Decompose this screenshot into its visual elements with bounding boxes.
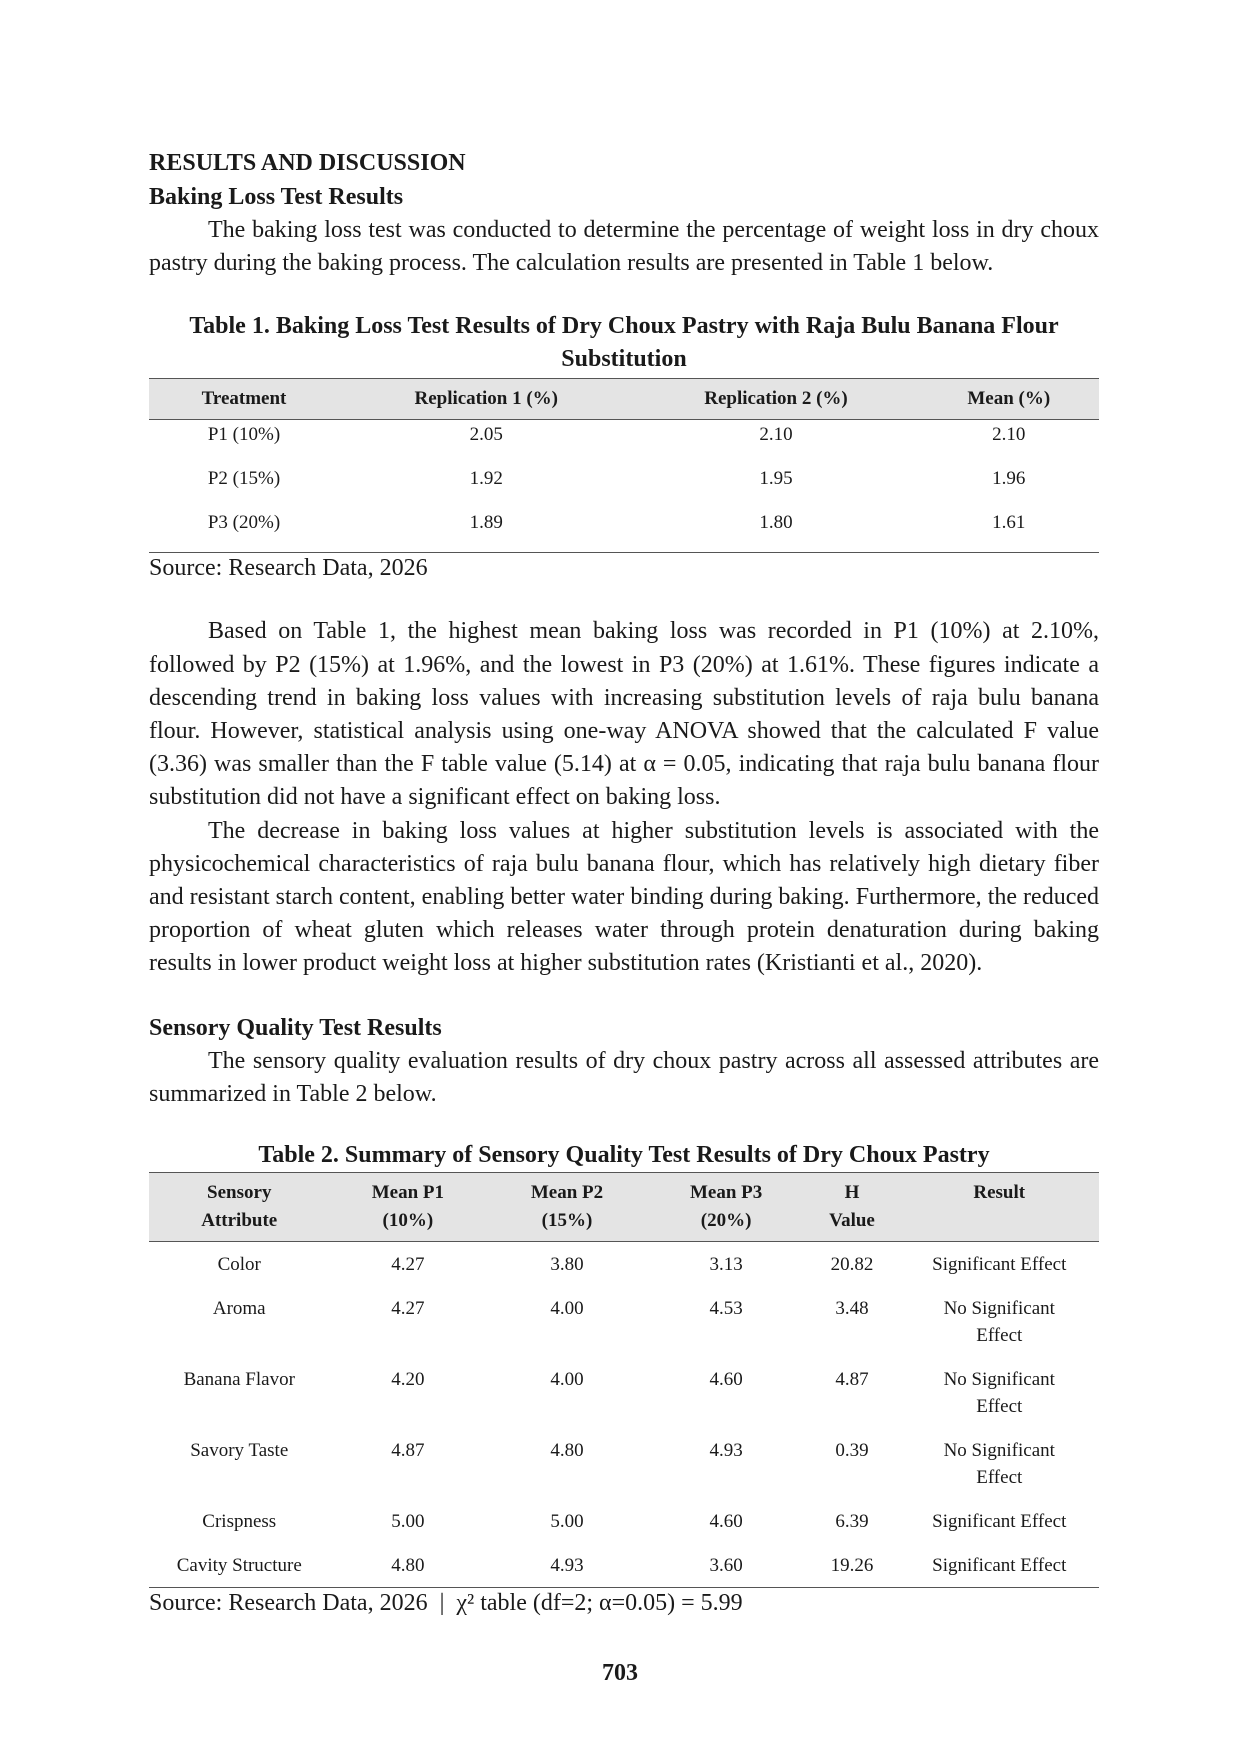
table-cell: 4.27 xyxy=(391,1298,425,1320)
baking-loss-heading: Baking Loss Test Results xyxy=(149,184,404,210)
table-cell: 1.89 xyxy=(339,508,634,553)
table-cell: 2.05 xyxy=(469,424,503,446)
table-cell: P1 (10%) xyxy=(207,424,281,446)
table-cell: Banana Flavor xyxy=(183,1369,295,1391)
table-row xyxy=(149,1242,1099,1287)
result-cell: Significant Effect xyxy=(932,1254,1067,1276)
table-cell: 3.48 xyxy=(835,1298,869,1320)
table-cell: 20.82 xyxy=(830,1254,874,1276)
table-cell: 4.00 xyxy=(550,1298,584,1320)
table-row xyxy=(149,464,1099,508)
section-title: RESULTS AND DISCUSSION xyxy=(149,150,466,176)
table2-source: Source: Research Data, 2026 | χ² table (df=2; α=0.05) = 5.99 xyxy=(149,1590,743,1617)
table-cell: 3.80 xyxy=(550,1254,584,1276)
table2-header-mean-p1: Mean P1 (10%) xyxy=(330,1173,487,1242)
table1 xyxy=(149,378,1099,553)
table-cell: 1.80 xyxy=(634,508,919,553)
page-body xyxy=(149,146,1099,1618)
table-cell: Cavity Structure xyxy=(149,1543,330,1588)
table-cell: P3 (20%) xyxy=(149,508,339,553)
table-cell: 4.60 xyxy=(709,1511,743,1533)
baking-loss-paragraph-1: Based on Table 1, the highest mean baking loss was recorded in P1 (10%) at 2.10%, followed by P2 (15%) at 1.96%, and the lowest in P3 (20%) at 1.61%. These figures indicate a descending trend in baking loss values with increasing substitution levels of raja bulu banana flour. However, statistical analysis using one-way ANOVA showed that the calculated F value (3.36) was smaller than the F table value (5.14) at α = 0.05, indicating that raja bulu banana flour substitution did not have a significant effect on baking loss. xyxy=(149,618,1099,811)
table1-header-mean: Mean (%) xyxy=(919,379,1100,420)
table-cell: Crispness xyxy=(202,1511,277,1533)
table-cell: Aroma xyxy=(212,1298,266,1320)
result-cell: Significant Effect xyxy=(932,1511,1067,1533)
table1-caption: Table 1. Baking Loss Test Results of Dry Choux Pastry with Raja Bulu Banana Flour Substitution xyxy=(189,313,1059,373)
table-cell: Color xyxy=(217,1254,261,1276)
table1-header-rep2: Replication 2 (%) xyxy=(634,379,919,420)
table-cell: 4.87 xyxy=(835,1369,869,1391)
table1-source: Source: Research Data, 2026 xyxy=(149,555,428,582)
table-cell: 3.60 xyxy=(648,1543,805,1588)
table-cell: 4.93 xyxy=(486,1543,648,1588)
table1-header-treatment: Treatment xyxy=(149,379,339,420)
sensory-intro: The sensory quality evaluation results of dry choux pastry across all assessed attributes are summarized in Table 2 below. xyxy=(149,1047,1099,1107)
table-cell: 4.53 xyxy=(709,1298,743,1320)
table-cell: 5.00 xyxy=(391,1511,425,1533)
table2-caption: Table 2. Summary of Sensory Quality Test Results of Dry Choux Pastry xyxy=(258,1142,990,1169)
table-cell: 4.93 xyxy=(709,1440,743,1462)
table-row xyxy=(149,1357,1099,1428)
table-cell: 1.61 xyxy=(919,508,1100,553)
table2-header-h-value: H Value xyxy=(805,1173,900,1242)
table-cell: 4.60 xyxy=(709,1369,743,1391)
baking-loss-paragraph-2: The decrease in baking loss values at higher substitution levels is associated with the physicochemical characteristics of raja bulu banana flour, which has relatively high dietary fiber and resistant starch content, enabling better water binding during baking. Furthermore, the reduced proportion of wheat gluten which releases water through protein denaturation during baking results in lower product weight loss at higher substitution rates (Kristianti et al., 2020). xyxy=(149,817,1099,977)
table-cell: 4.80 xyxy=(330,1543,487,1588)
table-row xyxy=(149,420,1099,465)
table-cell: 4.80 xyxy=(550,1440,584,1462)
baking-loss-intro: The baking loss test was conducted to determine the percentage of weight loss in dry choux pastry during the baking process. The calculation results are presented in Table 1 below. xyxy=(149,217,1099,277)
table-cell: 4.27 xyxy=(391,1254,425,1276)
result-cell: No Significant Effect xyxy=(943,1440,1055,1489)
sensory-heading: Sensory Quality Test Results xyxy=(149,1014,442,1041)
table-cell: 6.39 xyxy=(835,1511,869,1533)
table-cell: 1.95 xyxy=(759,468,793,490)
table2-header-result: Result xyxy=(900,1173,1100,1242)
table2-header-mean-p3: Mean P3 (20%) xyxy=(648,1173,805,1242)
table-row xyxy=(149,1499,1099,1543)
table1-header-rep1: Replication 1 (%) xyxy=(339,379,634,420)
table-cell: P2 (15%) xyxy=(207,468,281,490)
table-cell: 1.96 xyxy=(992,468,1026,490)
result-cell: Significant Effect xyxy=(900,1543,1100,1588)
table-cell: 4.00 xyxy=(550,1369,584,1391)
table-cell: 0.39 xyxy=(835,1440,869,1462)
table-cell: 3.13 xyxy=(709,1254,743,1276)
table2-header-attribute: Sensory Attribute xyxy=(149,1173,330,1242)
table-cell: 2.10 xyxy=(992,424,1026,446)
table2-header-mean-p2: Mean P2 (15%) xyxy=(486,1173,648,1242)
table-cell: 4.20 xyxy=(391,1369,425,1391)
table-cell: Savory Taste xyxy=(190,1440,289,1462)
table2 xyxy=(149,1172,1099,1588)
table-cell: 5.00 xyxy=(550,1511,584,1533)
table-row xyxy=(149,1286,1099,1357)
table-row xyxy=(149,508,1099,553)
result-cell: No Significant Effect xyxy=(943,1369,1055,1418)
table-cell: 1.92 xyxy=(469,468,503,490)
table-cell: 4.87 xyxy=(391,1440,425,1462)
result-cell: No Significant Effect xyxy=(943,1298,1055,1347)
table-row xyxy=(149,1428,1099,1499)
table-cell: 2.10 xyxy=(759,424,793,446)
page-number: 703 xyxy=(602,1660,638,1686)
table-cell: 19.26 xyxy=(805,1543,900,1588)
table-row xyxy=(149,1543,1099,1588)
